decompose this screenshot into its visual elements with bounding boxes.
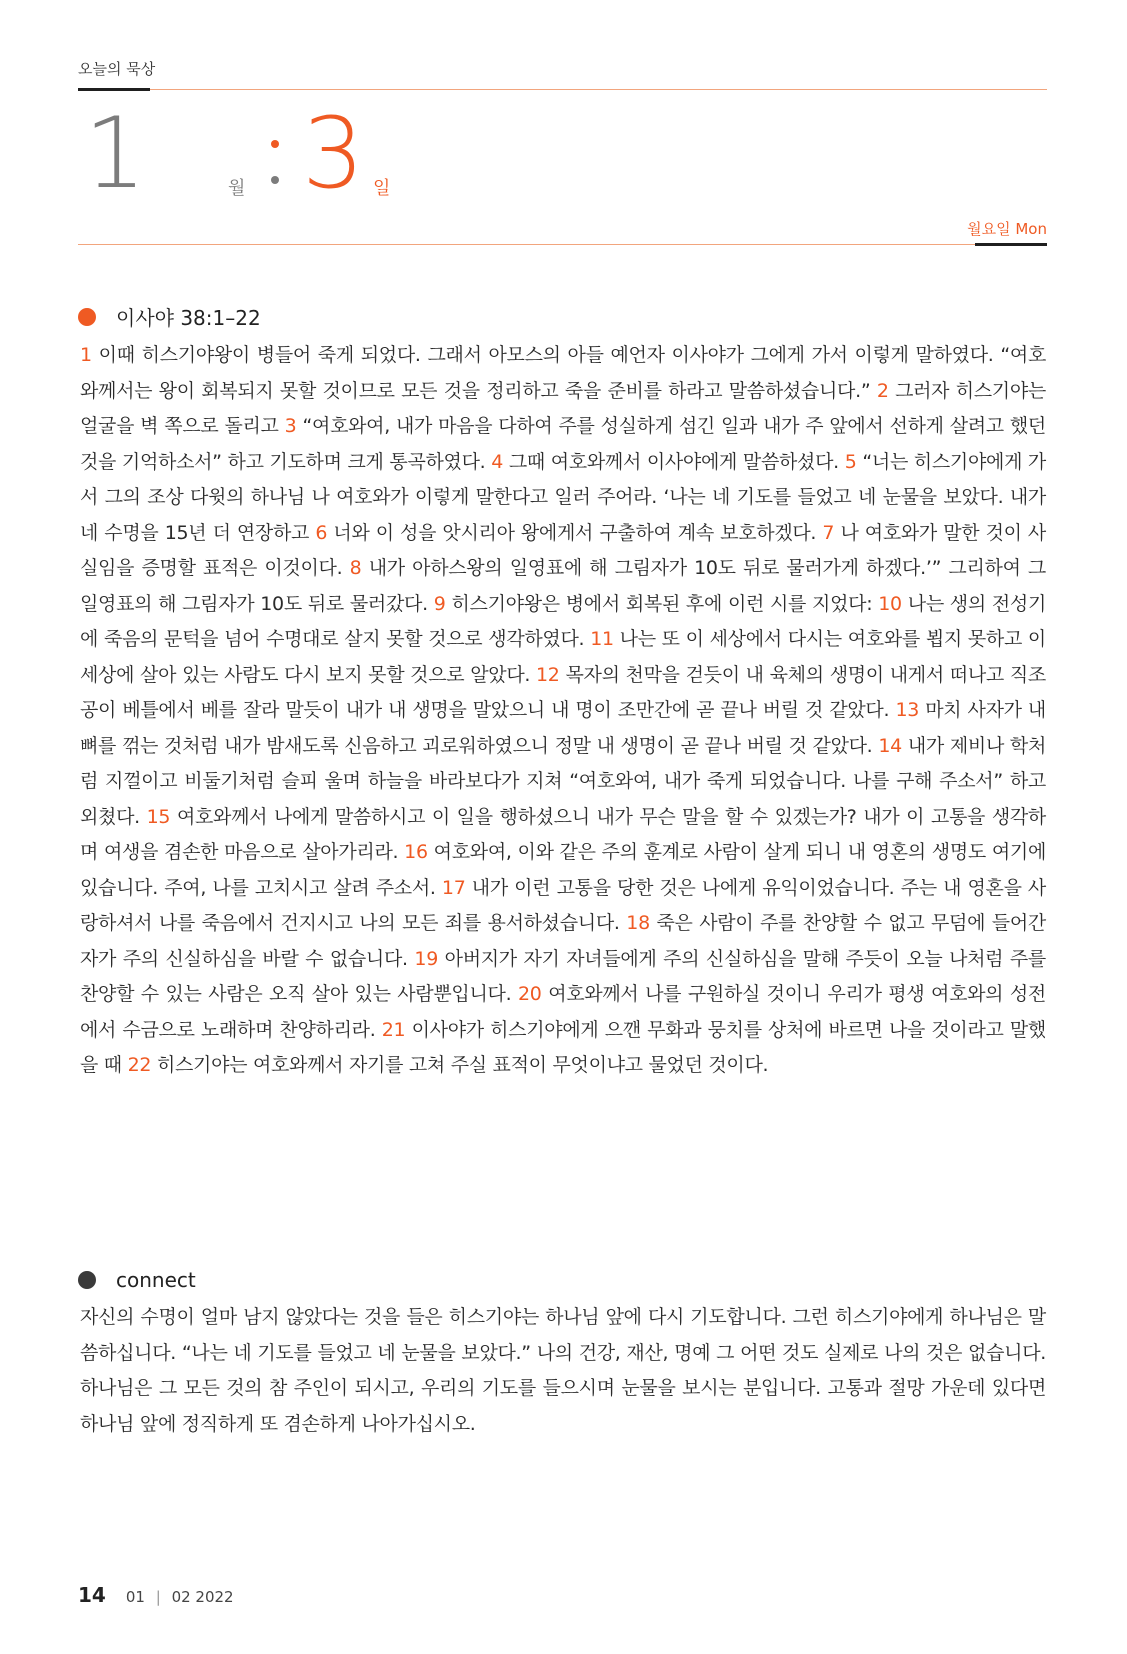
date-block bbox=[78, 97, 1028, 212]
header-rule-dark bbox=[78, 88, 150, 91]
verse-text: “너는 히스기야에게 가서 그의 조상 다윗의 하나님 나 여호와가 이렇게 말한다고 일러 주어라. ‘나는 네 기도를 들었고 네 눈물을 보았다. 내가 네 수명을 15년 더 연장하고 bbox=[80, 450, 1046, 544]
verse-text: 아버지가 자기 자녀들에게 주의 신실하심을 말해 주듯이 오늘 나처럼 주를 찬양할 수 있는 사람은 오직 살아 있는 사람뿐입니다. bbox=[80, 947, 1046, 1005]
verse-text: 나는 생의 전성기에 죽음의 문턱을 넘어 수명대로 살지 못할 것으로 생각하였다. bbox=[80, 592, 1046, 650]
verse-number: 4 bbox=[491, 450, 504, 473]
connect-body: 자신의 수명이 얼마 남지 않았다는 것을 들은 히스기야는 하나님 앞에 다시 기도합니다. 그런 히스기야에게 하나님은 말씀하십니다. “나는 네 기도를 들었고 네 눈물을 보았다.” 나의 건강, 재산, 명예 그 어떤 것도 실제로 나의 것은 없습니다. 하나님은 그 모든 것의 참 주인이 되시고, 우리의 기도를 들으시며 눈물을 보시는 분입니다. 고통과 절망 가운데 있다면 하나님 앞에 정직하게 또 겸손하게 나아가십시오. bbox=[80, 1306, 1046, 1435]
verse-number: 6 bbox=[315, 521, 328, 544]
verse-text: 나는 또 이 세상에서 다시는 여호와를 뵙지 못하고 이 세상에 살아 있는 사람도 다시 보지 못할 것으로 알았다. bbox=[80, 628, 1046, 686]
verse-text: 내가 아하스왕의 일영표에 해 그림자가 10도 뒤로 물러가게 하겠다.’” 그리하여 그 일영표의 해 그림자가 10도 뒤로 물러갔다. bbox=[80, 557, 1046, 615]
date-rule bbox=[78, 244, 975, 245]
issue-info bbox=[126, 1588, 234, 1606]
issue-separator: | bbox=[155, 1588, 161, 1606]
verse-number: 16 bbox=[404, 841, 428, 863]
verse-text: 마치 사자가 내 뼈를 꺾는 것처럼 내가 밤새도록 신음하고 괴로워하였으니 정말 내 생명이 곧 끝나 버릴 것 같았다. bbox=[80, 699, 1046, 757]
date-rule-dark bbox=[975, 243, 1047, 246]
verse-text: 그러자 히스기야는 얼굴을 벽 쪽으로 돌리고 bbox=[80, 379, 1046, 437]
weekday-label: 월요일 Mon bbox=[967, 220, 1047, 238]
verse-text: 내가 이런 고통을 당한 것은 나에게 유익이었습니다. 주는 내 영혼을 사랑하셔서 나를 죽음에서 건지시고 나의 모든 죄를 용서하셨습니다. bbox=[80, 876, 1046, 934]
verse-number: 2 bbox=[876, 379, 889, 402]
day-number: 3 bbox=[302, 97, 365, 211]
verse-number: 3 bbox=[284, 415, 297, 437]
footer bbox=[78, 1583, 234, 1607]
issue-right: 02 2022 bbox=[171, 1588, 234, 1606]
verse-text: 여호와께서 나에게 말씀하시고 이 일을 행하셨으니 내가 무슨 말을 할 수 있겠는가? 내가 이 고통을 생각하며 여생을 겸손한 마음으로 살아가리라. bbox=[80, 805, 1046, 863]
scripture-body bbox=[80, 338, 1046, 1084]
verse-number: 18 bbox=[626, 912, 650, 934]
month-number: 1 bbox=[84, 97, 147, 211]
verse-number: 1 bbox=[80, 344, 92, 366]
verse-number: 13 bbox=[895, 699, 920, 721]
header-label: 오늘의 묵상 bbox=[78, 60, 156, 78]
scripture-reference: 이사야 38:1–22 bbox=[116, 306, 261, 330]
verse-text: 이사야가 히스기야에게 으깬 무화과 뭉치를 상처에 바르면 나을 것이라고 말했을 때 bbox=[80, 1018, 1046, 1076]
verse-text: 이때 히스기야왕이 병들어 죽게 되었다. 그래서 아모스의 아들 예언자 이사야가 그에게 가서 이렇게 말하였다. “여호와께서는 왕이 회복되지 못할 것이므로 모든 것을 정리하고 죽을 준비를 하라고 말씀하셨습니다.” bbox=[80, 344, 1046, 402]
issue-left: 01 bbox=[125, 1588, 145, 1606]
colon-separator bbox=[271, 140, 279, 188]
verse-text: 나 여호와가 말한 것이 사실임을 증명할 표적은 이것이다. bbox=[80, 521, 1046, 579]
page-number: 14 bbox=[78, 1583, 106, 1607]
verse-text: “여호와여, 내가 마음을 다하여 주를 성실하게 섬긴 일과 내가 주 앞에서 선하게 살려고 했던 것을 기억하소서” 하고 기도하며 크게 통곡하였다. bbox=[80, 415, 1046, 473]
verse-number: 19 bbox=[414, 947, 438, 970]
bullet-icon bbox=[78, 308, 96, 326]
month-unit: 월 bbox=[228, 178, 246, 199]
verse-number: 20 bbox=[517, 983, 542, 1005]
verse-number: 8 bbox=[349, 557, 362, 579]
verse-number: 21 bbox=[381, 1018, 406, 1041]
connect-heading bbox=[78, 1268, 196, 1292]
verse-number: 7 bbox=[822, 521, 835, 544]
verse-text: 여호와께서 나를 구원하실 것이니 우리가 평생 여호와의 성전에서 수금으로 노래하며 찬양하리라. bbox=[80, 983, 1046, 1041]
verse-number: 17 bbox=[441, 876, 466, 899]
verse-number: 5 bbox=[844, 450, 857, 473]
verse-text: 너와 이 성을 앗시리아 왕에게서 구출하여 계속 보호하겠다. bbox=[333, 521, 817, 544]
verse-text: 목자의 천막을 걷듯이 내 육체의 생명이 내게서 떠나고 직조공이 베틀에서 베를 잘라 말듯이 내가 내 생명을 말았으니 내 명이 조만간에 곧 끝나 버릴 것 같았다. bbox=[80, 663, 1046, 721]
verse-text: 죽은 사람이 주를 찬양할 수 없고 무덤에 들어간 자가 주의 신실하심을 바랄 수 없습니다. bbox=[80, 912, 1046, 970]
verse-number: 10 bbox=[878, 592, 902, 615]
verse-text: 여호와여, 이와 같은 주의 훈계로 사람이 살게 되니 내 영혼의 생명도 여기에 있습니다. 주여, 나를 고치시고 살려 주소서. bbox=[80, 841, 1046, 899]
verse-number: 11 bbox=[590, 628, 614, 650]
header-rule bbox=[150, 89, 1047, 90]
verse-text: 내가 제비나 학처럼 지껄이고 비둘기처럼 슬피 울며 하늘을 바라보다가 지쳐 “여호와여, 내가 죽게 되었습니다. 나를 구해 주소서” 하고 외쳤다. bbox=[80, 734, 1047, 828]
bullet-icon bbox=[78, 1271, 96, 1289]
scripture-heading bbox=[78, 302, 261, 331]
verse-number: 12 bbox=[536, 663, 560, 686]
day-unit: 일 bbox=[373, 178, 391, 199]
verse-number: 22 bbox=[127, 1054, 152, 1076]
colon-dot-bottom bbox=[271, 176, 279, 184]
verse-text: 히스기야는 여호와께서 자기를 고쳐 주실 표적이 무엇이냐고 물었던 것이다. bbox=[156, 1054, 769, 1076]
verse-number: 15 bbox=[146, 805, 171, 828]
connect-title: connect bbox=[116, 1268, 196, 1292]
verse-number: 9 bbox=[433, 592, 446, 615]
verse-number: 14 bbox=[878, 734, 902, 757]
verse-text: 그때 여호와께서 이사야에게 말씀하셨다. bbox=[508, 450, 839, 473]
colon-dot-top bbox=[271, 140, 279, 148]
verse-text: 히스기야왕은 병에서 회복된 후에 이런 시를 지었다: bbox=[451, 592, 873, 615]
